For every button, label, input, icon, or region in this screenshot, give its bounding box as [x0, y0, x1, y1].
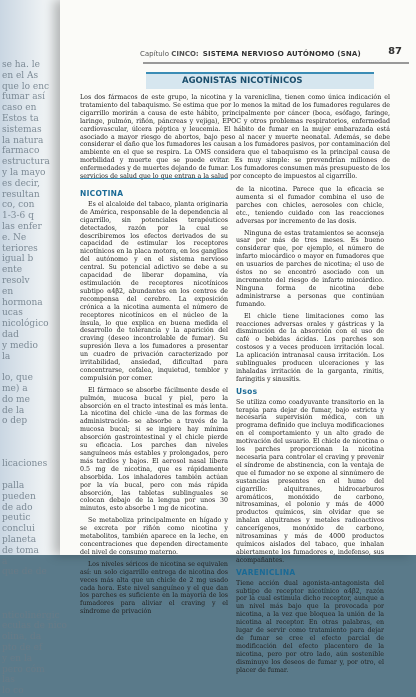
- heading-usos: Usos: [236, 386, 258, 396]
- right-column: [236, 186, 384, 678]
- section-banner: AGONISTAS NICOTÍNICOS: [146, 72, 374, 89]
- right-paragraph: de la nicotina. Parece que la eficacia se aumenta si el fumador combina el uso de parches con chicles, aerosoles con chicle, etc., teniendo cuidado con las reacciones adversas por incremento de las dosis.: [236, 186, 384, 225]
- chapter-title: SISTEMA NERVIOSO AUTÓNOMO (SNA): [202, 50, 361, 58]
- nicotina-paragraph: El fármaco se absorbe fácilmente desde el pulmón, mucosa bucal y piel, pero la absorción en el tracto intestinal es más lenta. La nicotina del chicle -una de las formas de administración- se absorbe a través de la mucosa bucal; si se ingiere hay mínima absorción gastrointestinal y el chicle pierde su eficacia. Los parches dan niveles sanguíneos más estables y prolongados, pero más tardíos y bajos. El aerosol nasal libera 0.5 mg de nicotina, que es rápidamente absorbida. Los inhaladores también actúan por la vía bucal, pero con más rápida absorción, las tabletas sublinguales se colocan debajo de la lengua por unos 30 minutos, esto absorbe 1 mg de nicotina.: [80, 386, 228, 513]
- header-rule: [143, 62, 409, 64]
- vareniclina-paragraph: Tiene acción dual agonista-antagonista del subtipo de receptor nicotínico α4β2, razón por la cual estimula dicho receptor, aunque a un nivel más bajo que la provocada por nicotina, a la vez que bloquea la unión de la nicotina al receptor. En otras palabras, en lugar de servir como tratamiento para dejar de fumar se cree el efecto parcial de modificación del efecto placentero de la nicotina, pero por otro lado, aún sostenible disminuye los deseos de fumar y, por otro, el placer de fumar.: [236, 579, 384, 674]
- adjacent-page-text: se ha. le en el As que lo enc fumar así caso en Estos ta sistemas la natura farmaco estructura y la mayo es decir, resultan co, con 1-3-6 q las enfer e. Ne teriores igual b ente resolv en hormona ucas nicológico dad y medio la lo, que me) a do me de la o dep licaciones palla pueden de ado peutic conclui planeta de toma a que de de nticolinérgic eculas de nico olina, da pto de ef y en la pero cóm las lo co: [2, 60, 67, 697]
- heading-vareniclina: VARENICLINA: [236, 567, 296, 577]
- heading-nicotina: NICOTINA: [80, 189, 124, 198]
- nicotina-paragraph: Es el alcaloide del tabaco, planta originaria de América, responsable de la dependencia al cigarrillo, sin potenciales terapéuticos detectados, razón por la cual se describiremos los efectos derivados de su capacidad de estimular los receptores nicotínicos en la placa motora, en los ganglios del autónomo y en el sistema nervioso central. Su potencial adictivo se debe a su capacidad de liberar dopamina, vía estimulación de receptores nicotínicos subtipo α4β2, abundantes en los centros de recompensa del cerebro. La exposición crónica a la nicotina aumenta el número de receptores nicotínicos en el núcleo de la ínsula, lo que explica en buena medida el desarrollo de tolerancia y la aparición del craving (deseo incontrolable de fumar). Su supresión lleva a los fumadores a presentar un cuadro de privación caracterizado por irritabilidad, ansiedad, dificultad para concentrarse, cefalea, inquietud, temblor y compulsión por comer.: [80, 200, 228, 382]
- intro-paragraph: Los dos fármacos de este grupo, la nicotina y la vareniclina, tienen como única indicación el tratamiento del tabaquismo. Se estima que por lo menos la mitad de los fumadores regulares de cigarrillo morirán a causa de este hábito, principalmente por cáncer (boca, esófago, faringe, laringe, pulmón, riñón, páncreas y vejiga), EPOC y otros problemas respiratorios, enfermedad cardiovascular, úlcera péptica y leucemia. El hábito de fumar en la mujer embarazada está asociado a mayor riesgo de abortos, bajo peso al nacer y muerte neonatal. Además, se debe considerar el daño que los fumadores les causan a los fumadores pasivos, por contaminación del ambiente en el que se respira. La OMS considera que el tabaquismo es la principal causa de morbilidad y muerte que se puede evitar. Es muy simple: se prevendrían millones de enfermedades y de muertes dejando de fumar. Los fumadores consumen más presupuesto de los servicios de salud que lo que entran a la salud por concepto de impuestos al cigarrillo.: [80, 94, 390, 181]
- chapter-label: Capítulo CINCO:: [140, 50, 199, 58]
- section-rule: [80, 178, 228, 185]
- usos-paragraph: Se utiliza como coadyuvante transitorio en la terapia para dejar de fumar, bajo estricta y necesaria supervisión médica, con un programa definido que incluya modificaciones en el comportamiento y un alto grado de motivación del usuario. El chicle de nicotina o los parches proporcionan la nicotina necesaria para controlar el craving y prevenir el síndrome de abstinencia, con la ventaja de que el fumador no se expone al sinnúmero de sustancias presentes en el humo del cigarrillo: alquitranes, hidrocarburos aromáticos, monóxido de carbono, nitrosaminas, el polonio y más de 4000 productos químicos, sin olvidar que se inhalan alquitranes y metales radioactivos cancerígenos, monóxido de carbono, nitrosaminas y más de 4000 productos químicos aislados del tabaco, que inhalan abiertamente los fumadores e, indefenso, sus acompañantes.: [236, 398, 384, 564]
- right-paragraph: Ninguna de estas tratamientos se aconseja usar por más de tres meses. Es bueno considerar que, por ejemplo, el número de infarto miocárdico o mayor en fumadores que en usuarios de parches de nicotina; el uso de éstos no se encontró asociado con un incremento del riesgo de infarto miocárdico. Ninguna forma de nicotina debe administrarse a personas que continúan fumando.: [236, 229, 384, 308]
- page-number: 87: [388, 46, 402, 57]
- nicotina-paragraph: Se metaboliza principalmente en hígado y se excreta por riñón como nicotina y metabolitos, también aparece en la leche, en concentraciones que dependen directamente del nivel de consumo materno.: [80, 517, 228, 556]
- left-column: [80, 186, 228, 620]
- running-head: [140, 46, 412, 58]
- nicotina-paragraph: Los niveles séricos de nicotina se equivalen así: un solo cigarrillo entrega de nicotina dos veces más alta que un chicle de 2 mg usado cada hora. Este nivel sanguíneo y el que dan los parches es suficiente en la mayoría de los fumadores para aliviar el craving y el síndrome de privación: [80, 560, 228, 616]
- document-page: [60, 0, 416, 674]
- right-paragraph: El chicle tiene limitaciones como las reacciones adversas orales y gástricas y la disminución de la absorción con el uso de café o bebidas ácidas. Los parches son costosos y a veces producen irritación local. La aplicación intranasal causa irritación. Los sublinguales producen ulceraciones y las inhaladas irritación de la garganta, rinitis, faringitis y sinusitis.: [236, 312, 384, 383]
